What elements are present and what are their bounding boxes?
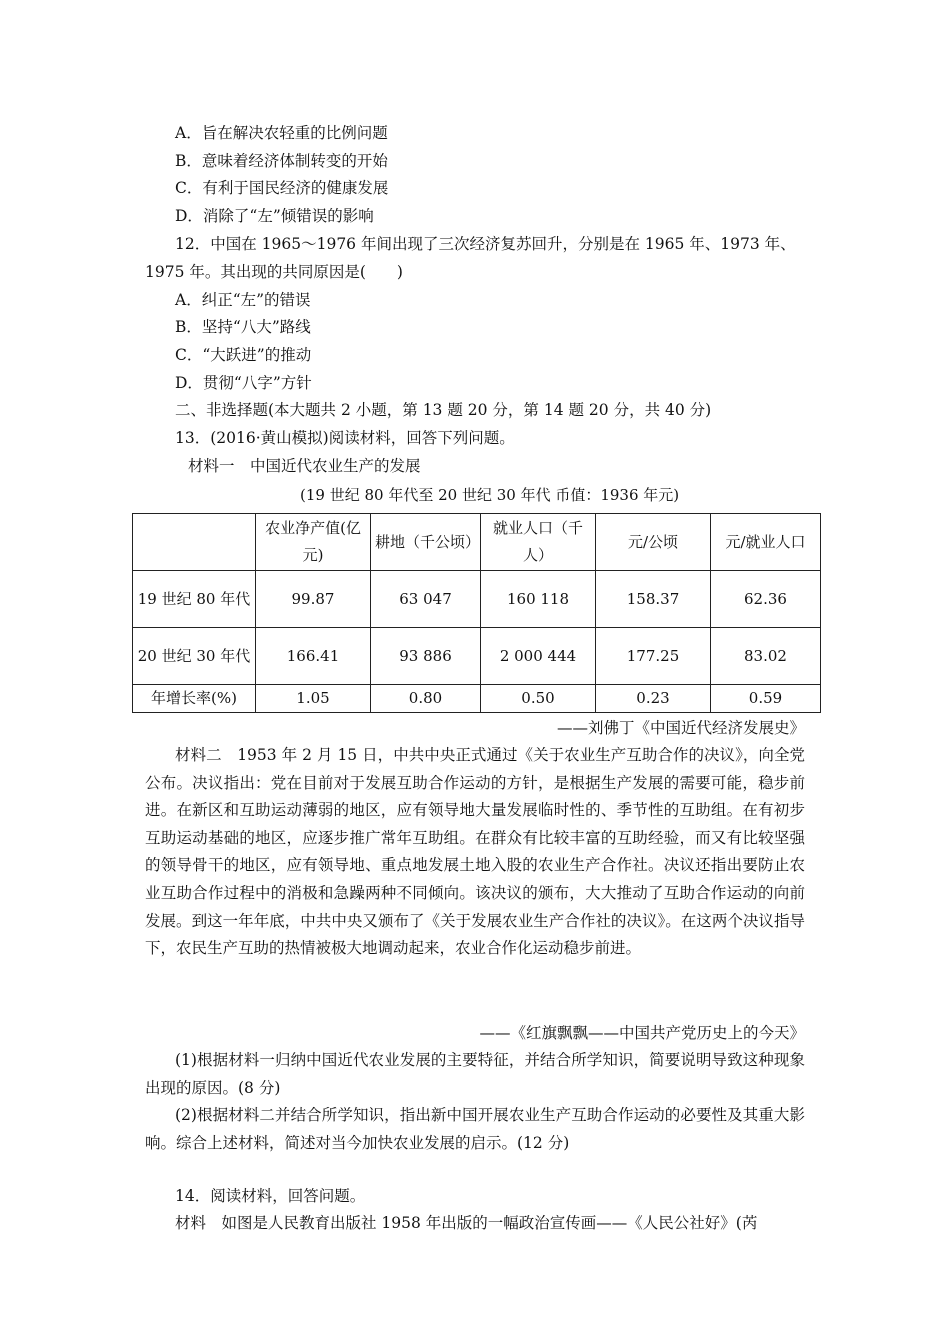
table-cell: 0.50 <box>481 685 596 713</box>
agriculture-table <box>132 513 821 713</box>
table-row <box>133 628 821 685</box>
table-cell: 0.80 <box>371 685 481 713</box>
q12-option-b: B．坚持“八大”路线 <box>175 318 311 336</box>
q11-option-d: D．消除了“左”倾错误的影响 <box>175 207 374 225</box>
q14-material-line: 材料 如图是人民教育出版社 1958 年出版的一幅政治宣传画——《人民公社好》(芮 <box>175 1214 758 1232</box>
q11-option-b: B．意味着经济体制转变的开始 <box>175 152 388 170</box>
table-cell: 99.87 <box>256 571 371 628</box>
table-header-cell <box>133 514 256 571</box>
table-cell: 177.25 <box>596 628 711 685</box>
q12-stem-line2: 1975 年。其出现的共同原因是( ) <box>145 263 403 281</box>
q11-option-a: A．旨在解决农轻重的比例问题 <box>175 124 388 142</box>
q12-stem-line1: 12．中国在 1965～1976 年间出现了三次经济复苏回升，分别是在 1965 年、1973 年、 <box>175 235 796 253</box>
table-header-cell: 就业人口（千人） <box>481 514 596 571</box>
q13-sub1-text: (1)根据材料一归纳中国近代农业发展的主要特征，并结合所学知识，简要说明导致这种现象出现的原因。(8 分) <box>145 1051 805 1097</box>
material1-title: 材料一 中国近代农业生产的发展 <box>188 457 421 475</box>
table-header-cell: 农业净产值(亿元) <box>256 514 371 571</box>
table-cell: 62.36 <box>711 571 821 628</box>
table-cell: 0.23 <box>596 685 711 713</box>
q13-sub2 <box>145 1102 805 1157</box>
table-cell: 93 886 <box>371 628 481 685</box>
table-header-cell: 元/公顷 <box>596 514 711 571</box>
table-cell: 年增长率(%) <box>133 685 256 713</box>
table-header-cell: 元/就业人口 <box>711 514 821 571</box>
table-source: ——刘佛丁《中国近代经济发展史》 <box>556 719 805 737</box>
table-header-row <box>133 514 821 571</box>
table-cell: 166.41 <box>256 628 371 685</box>
material2-text <box>145 742 805 963</box>
table-cell: 20 世纪 30 年代 <box>133 628 256 685</box>
q12-option-d: D．贯彻“八字”方针 <box>175 374 312 392</box>
q12-option-a: A．纠正“左”的错误 <box>175 291 311 309</box>
table-caption: (19 世纪 80 年代至 20 世纪 30 年代 币值：1936 年元) <box>300 486 680 504</box>
table-cell: 1.05 <box>256 685 371 713</box>
q11-option-c: C．有利于国民经济的健康发展 <box>175 179 389 197</box>
table-cell: 19 世纪 80 年代 <box>133 571 256 628</box>
q13-stem: 13．(2016·黄山模拟)阅读材料，回答下列问题。 <box>175 429 515 447</box>
table-header-cell: 耕地（千公顷） <box>371 514 481 571</box>
section2-heading: 二、非选择题(本大题共 2 小题，第 13 题 20 分，第 14 题 20 分，共 40 分) <box>175 401 712 419</box>
q12-option-c: C．“大跃进”的推动 <box>175 346 312 364</box>
table-cell: 2 000 444 <box>481 628 596 685</box>
material2-source: ——《红旗飘飘——中国共产党历史上的今天》 <box>479 1024 805 1042</box>
table-cell: 0.59 <box>711 685 821 713</box>
table-row <box>133 571 821 628</box>
q13-sub2-text: (2)根据材料二并结合所学知识，指出新中国开展农业生产互助合作运动的必要性及其重大影响。综合上述材料，简述对当今加快农业发展的启示。(12 分) <box>145 1106 805 1152</box>
table-cell: 158.37 <box>596 571 711 628</box>
table-cell: 63 047 <box>371 571 481 628</box>
q14-stem: 14．阅读材料，回答问题。 <box>175 1187 366 1205</box>
table-cell: 160 118 <box>481 571 596 628</box>
q13-sub1 <box>145 1047 805 1102</box>
table-row <box>133 685 821 713</box>
table-cell: 83.02 <box>711 628 821 685</box>
material2-text-body: 材料二 1953 年 2 月 15 日，中共中央正式通过《关于农业生产互助合作的决议》，向全党公布。决议指出：党在目前对于发展互助合作运动的方针，是根据生产发展的需要可能，稳步前进。在新区和互助运动薄弱的地区，应有领导地大量发展临时性的、季节性的互助组。在有初步互助运动基础的地区，应逐步推广常年互助组。在群众有比较丰富的互助经验，而又有比较坚强的领导骨干的地区，应有领导地、重点地发展土地入股的农业生产合作社。决议还指出要防止农业互助合作过程中的消极和急躁两种不同倾向。该决议的颁布，大大推动了互助合作运动的向前发展。到这一年年底，中共中央又颁布了《关于发展农业生产合作社的决议》。在这两个决议指导下，农民生产互助的热情被极大地调动起来，农业合作化运动稳步前进。 <box>145 746 805 958</box>
